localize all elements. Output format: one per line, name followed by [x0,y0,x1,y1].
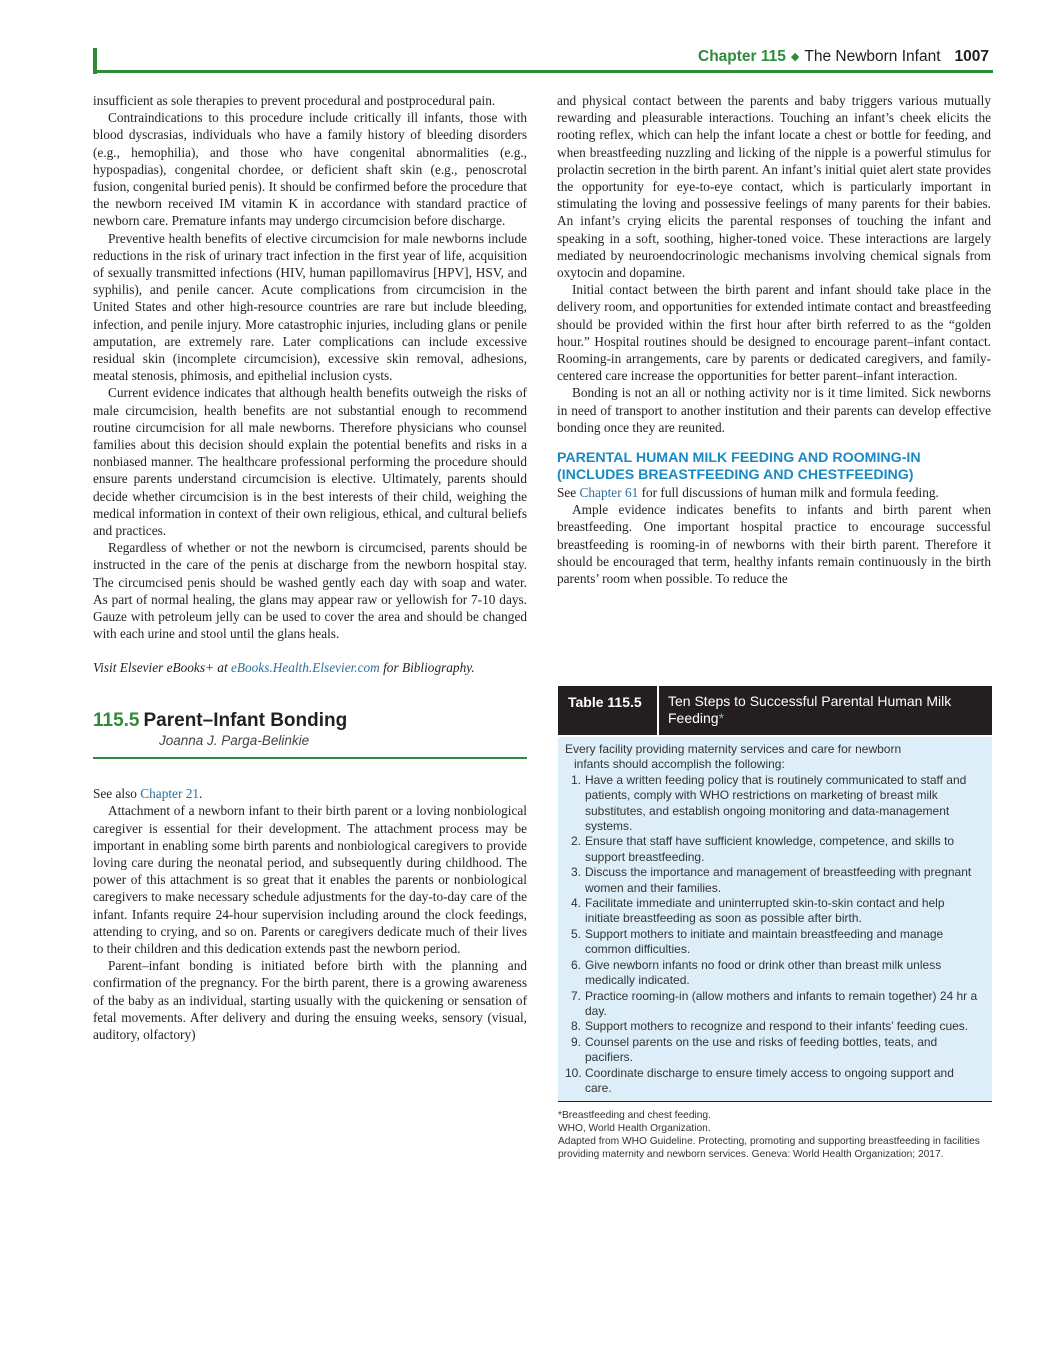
table-intro-line: infants should accomplish the following: [574,757,785,772]
table-footnotes [558,1102,992,1161]
step-number: 6. [570,957,581,972]
step-number: 5. [570,926,581,941]
left-column [93,92,527,1043]
see-chapter-text: for full discussions of human milk and formula feeding. [638,485,939,501]
table-intro-line: Every facility providing maternity services and care for newborn [565,742,902,756]
step-text: Have a written feeding policy that is routinely communicated to staff and patients, comply with WHO restrictions on marketing of breast milk substitutes, and establish ongoing monitoring and data-management systems. [585,772,967,834]
step-text: Counsel parents on the use and risks of feeding bottles, teats, and pacifiers. [585,1034,938,1065]
list-item [565,989,982,1020]
bibliography-note-text: for Bibliography. [379,659,475,675]
section-author: Joanna J. Parga-Belinkie [159,732,310,748]
list-item [565,834,982,865]
paragraph: Attachment of a newborn infant to their birth parent or a loving nonbiological caregiver is essential for their development. The attachment process may be important in enabling some birth parents and nonbiological caregivers to provide loving care during the neonatal period, and subsequently during childhood. The power of this attachment is so great that it enables the parents or nonbiological caregivers to make necessary schedule adjustments for the day-to-day care of the infant. Infants require 24-hour supervision including around the clock feedings, attending to crying, and so on. Parents or caregivers dedicate much of their lives to their children and this dedication extends past the newborn period. [93,803,527,956]
step-text: Discuss the importance and management of breastfeeding with pregnant women and their families. [585,865,972,895]
section-number: 115.5 [93,709,140,731]
chapter-21-link[interactable]: Chapter 21 [140,786,199,802]
header-title: The Newborn Infant [804,48,941,65]
list-item [565,865,982,896]
step-number: 1. [570,772,581,787]
list-item [565,1066,982,1097]
paragraph: Contraindications to this procedure include critically ill infants, those with blood dyscrasias, individuals who have a family history of bleeding disorders (e.g., hemophilia), and those who have congenital abnormalities (e.g., hypospadias), congenital chordee, or deficient shaft skin (e.g., penoscrotal fusion, congenital buried penis). It should be confirmed before the procedure that the newborn received IM vitamin K in accordance with standard practice of newborn care. Premature infants may undergo circumcision before discharge. [93,110,527,229]
step-text: Practice rooming-in (allow mothers and infants to remain together) 24 hr a day. [585,988,978,1018]
list-item [565,927,982,958]
bibliography-note [93,659,527,676]
header-chapter: Chapter 115 [698,48,786,65]
paragraph: Initial contact between the birth parent and infant should take place in the delivery room, and opportunities for extended intimate contact and breastfeeding should be provided within the first hour after birth referred to as the “golden hour.” Hospital routines should be designed to encourage parent–infant contact. Rooming-in arrangements, care by parents or dedicated caregivers, and family-centered care increase the opportunities for better parent–infant interaction. [557,282,991,384]
diamond-icon: ◆ [790,51,800,63]
see-also-text: See also [93,786,141,802]
table-intro [565,742,982,773]
step-text: Ensure that staff have sufficient knowledge, competence, and skills to support breastfeeding. [585,834,955,864]
chapter-61-link[interactable]: Chapter 61 [579,485,639,501]
table-body [558,735,992,1102]
paragraph: Bonding is not an all or nothing activity nor is it time limited. Sick newborns in need of transport to another institution and their parents can develop effective bonding once they are reunited. [557,385,991,435]
list-item [565,1019,982,1034]
step-text: Give newborn infants no food or drink other than breast milk unless medically indicated. [585,957,942,988]
ebooks-link[interactable]: eBooks.Health.Elsevier.com [230,659,380,675]
step-number: 2. [570,834,581,849]
header-text [698,48,989,66]
paragraph: Ample evidence indicates benefits to infants and birth parent when breastfeeding. One important hospital practice to encourage successful breastfeeding is rooming-in of newborns with their birth parent. Therefore it should be encouraged that term, healthy infants remain continuously in the birth parents’ room when possible. To reduce the [557,502,991,587]
section-title: Parent–Infant Bonding [143,709,348,731]
section-rule [93,757,527,759]
table-title-text: Ten Steps to Successful Parental Human Milk Feeding [668,693,952,726]
step-text: Facilitate immediate and uninterrupted skin-to-skin contact and help initiate breastfeeding as soon as possible after birth. [585,896,945,926]
step-number: 3. [570,865,581,880]
list-item [565,1035,982,1066]
paragraph: Current evidence indicates that although health benefits outweigh the risks of male circumcision, health benefits are not substantial enough to recommend routine circumcision for all male newborns. Therefore physicians who counsel families about this decision should explain the potential benefits and risks in a nonbiased manner. The healthcare professional performing the procedure should ensure parents understand circumcision is elective. Ultimately, parents should decide whether circumcision is in the best interests of their child, weighing the medical information in context of their own religious, ethical, and cultural beliefs and practices. [93,385,527,539]
table-label: Table 115.5 [558,686,659,735]
see-chapter [557,484,991,501]
table-title [659,686,992,735]
see-also [93,785,527,802]
see-chapter-text: See [557,485,580,501]
steps-list [565,773,982,1097]
list-item [565,896,982,927]
paragraph: insufficient as sole therapies to prevent procedural and postprocedural pain. [93,93,496,108]
table-header [558,686,992,735]
footnote: Adapted from WHO Guideline. Protecting, promoting and supporting breastfeeding in facilities providing maternity and newborn services. Geneva: World Health Organization; 2017. [558,1136,980,1161]
footnote: WHO, World Health Organization. [558,1123,711,1135]
list-item [565,958,982,989]
subsection-heading: PARENTAL HUMAN MILK FEEDING AND ROOMING-IN (INCLUDES BREASTFEEDING AND CHESTFEEDING) [557,450,921,483]
running-header [93,46,993,74]
table-115-5 [558,686,992,1161]
header-rule [93,70,993,73]
see-also-text: . [199,786,203,802]
list-item [565,773,982,835]
step-number: 10. [565,1065,582,1080]
step-text: Support mothers to initiate and maintain breastfeeding and manage common difficulties. [585,926,944,957]
table-title-star: * [718,710,725,726]
step-number: 7. [570,988,581,1003]
bibliography-note-text: Visit Elsevier eBooks+ at [93,659,231,675]
paragraph: Regardless of whether or not the newborn is circumcised, parents should be instructed in the care of the penis at discharge from the newborn hospital stay. The circumcised penis should be washed gently each day with soap and water. As part of normal healing, the glans may appear raw or yellowish for 7-10 days. Gauze with petroleum jelly can be used to cover the area and should be changed with each urine and stool until the glans heals. [93,540,527,642]
page-number: 1007 [954,48,989,65]
section-heading [93,709,527,785]
paragraph: Parent–infant bonding is initiated before birth with the planning and confirmation of the pregnancy. For the birth parent, there is a growing awareness of the baby as an individual, starting usually with the quickening or sensation of fetal movements. After delivery and during the ensuing weeks, sensory (visual, auditory, olfactory) [93,958,527,1042]
step-number: 4. [570,896,581,911]
paragraph: and physical contact between the parents and baby triggers various mutually rewarding and pleasurable interactions. Touching an infant’s cheek elicits the rooting reflex, which can help the infant locate a chest or bottle for feeding, and when breastfeeding nuzzling and licking of the nipple is a powerful stimulus for prolactin secretion in the birth parent. An infant’s initial quiet alert state provides the opportunity for eye-to-eye contact, which is particularly important in stimulating the loving and possessive feelings of many parents for their babies. An infant’s crying elicits the parental responses of touching the infant and speaking in a soft, soothing, higher-toned voice. These interactions are largely mediated by neuroendocrinologic mechanisms involving chemical signals from oxytocin and dopamine. [557,93,991,281]
paragraph: Preventive health benefits of elective circumcision for male newborns include reductions in the risk of urinary tract infection in the first year of life, acquisition of sexually transmitted infections (HIV, human papillomavirus [HPV], HSV, and syphilis), and penile cancer. Acute complications from circumcision in the United States and other high-resource countries are rare but include bleeding, infection, and penile injury. More catastrophic injuries, including glans or penile amputation, are extremely rare. Later complications can include excessive residual skin (incomplete circumcision), excessive skin removal, adhesions, meatal stenosis, phimosis, and epithelial inclusion cysts. [93,230,527,384]
step-number: 8. [570,1019,581,1034]
right-column [557,92,991,587]
step-number: 9. [570,1034,581,1049]
step-text: Coordinate discharge to ensure timely access to ongoing support and care. [585,1065,954,1095]
footnote: *Breastfeeding and chest feeding. [558,1110,711,1122]
step-text: Support mothers to recognize and respond to their infants’ feeding cues. [585,1019,969,1034]
